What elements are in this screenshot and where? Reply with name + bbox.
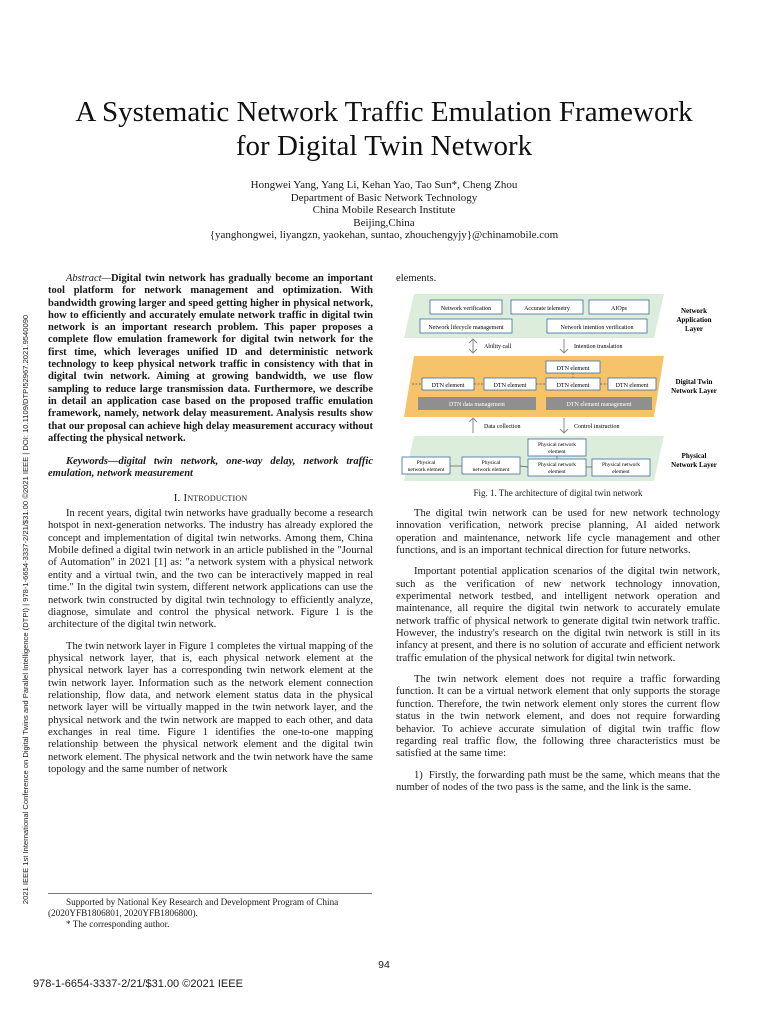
author-block: [100, 179, 668, 242]
physical-element-label: Physical network element: [537, 462, 577, 475]
author-institute: China Mobile Research Institute: [312, 204, 456, 217]
layer-label-twin: Digital Twin Network Layer: [671, 378, 717, 395]
footnote-corresponding: * The corresponding author.: [66, 919, 170, 929]
intention-arrow: [560, 339, 568, 353]
paper-title: [30, 95, 738, 163]
figure-caption: Fig. 1. The architecture of digital twin network: [473, 488, 643, 498]
keywords: Keywords—digital twin network, one-way delay, network traffic emulation, network measurement: [48, 456, 373, 480]
section-number: I.: [173, 491, 181, 504]
layer-label-app: Network Application Layer: [676, 307, 712, 333]
control-label: Control instruction: [574, 424, 620, 430]
intro-paragraph-2: The twin network layer in Figure 1 completes the virtual mapping of the physical network layer, that is, each physical network element at the physical network layer has a corresponding twin network element at the twin network layer. Information such as the network element connection relationship, flow data, and network element status data in the physical network layer will be virtually mapped in the twin network layer, and the physical network and the twin network are mapped to each other, and data exchanges in real time. Figure 1 identifies the one-to-one mapping relationship between the physical network element and the digital twin network element. The physical network and the twin network have the same topology and the same number of network: [48, 640, 373, 775]
control-arrow: [560, 418, 568, 433]
physical-element-label: Physical network element: [537, 442, 577, 455]
app-box-label: Network lifecycle management: [428, 325, 504, 331]
app-box-label: Network intention verification: [560, 325, 634, 331]
dtn-element-label: DTN element: [556, 383, 590, 389]
copyright-line: 978-1-6654-3337-2/21/$31.00 ©2021 IEEE: [33, 978, 243, 990]
dtn-element-label: DTN element: [431, 383, 465, 389]
footnote-funding: Supported by National Key Research and Development Program of China (2020YFB1806801, 2020YFB1806800).: [48, 897, 339, 918]
physical-element-label: Physical network element: [407, 460, 445, 473]
right-paragraph-2: Important potential application scenarios of the digital twin network, such as the verification of new network technology innovation, experimental network testbed, and intelligent network operation and maintenance, all require the digital twin network to accurately emulate network traffic of physical network to generate digital twin network traffic. However, the industry's research on the digital twin network is still in its infancy at present, and there is no solution of accurate and efficient network traffic emulation of the physical network for digital twin network.: [396, 566, 720, 664]
intro-paragraph-1: In recent years, digital twin networks have gradually become a research hotspot in next-generation networks. The industry has already explored the concept and implementation of digital twin networks. Among them, China Mobile defined a digital twin network in an article published in the "Journal of Automation" in 2021 [1] as: "a network system with a physical network entity and a virtual twin, and the two can be interactively mapped in real time." In the digital twin system, different network applications can use the network twin constructed by digital twin technology to efficiently analyze, diagnose, simulate and control the physical network. Figure 1 is the architecture of the digital twin network.: [48, 508, 373, 631]
section-heading: [48, 492, 373, 504]
app-box-label: Accurate telemetry: [524, 306, 570, 312]
keywords-label: Keywords: [66, 456, 108, 468]
side-citation-text: 2021 IEEE 1st International Conference on Digital Twins and Parallel Intelligence (DTPI) | 978-1-6654-3337-2/21/$31.00 ©2021 IEEE | DOI: 10.1109/DTPI52967.2021.9540090: [21, 314, 31, 904]
side-citation-note: [18, 264, 33, 954]
right-paragraph-1: The digital twin network can be used for new network technology innovation verification, network precise planning, AI aided network operation and maintenance, network life cycle management and other functions, and is an important technical direction for future networks.: [396, 508, 720, 557]
author-city: Beijing,China: [353, 216, 415, 229]
footnote-divider: [48, 893, 372, 894]
dtn-element-label: DTN element: [493, 383, 527, 389]
keywords-text: digital twin network, one-way delay, network traffic emulation, network measurement: [48, 456, 373, 480]
ability-call-arrow: [469, 339, 477, 353]
app-box-label: AIOps: [611, 306, 627, 312]
data-collection-arrow: [469, 418, 477, 433]
title-line-1: A Systematic Network Traffic Emulation Framework: [75, 96, 693, 128]
continued-text: elements.: [396, 273, 437, 284]
data-collection-label: Data collection: [484, 424, 521, 430]
dtn-data-mgmt-label: DTN data management: [449, 402, 505, 408]
right-paragraph-3: The twin network element does not require a traffic forwarding function. It can be a virtual network element that only supports the storage function. Therefore, the twin network element only stores the current flow status in the twin network element, and does not require forwarding behavior. To achieve accurate simulation of digital twin traffic flow regarding real traffic flow, the following three characteristics must be satisfied at the same time:: [396, 674, 720, 760]
dtn-element-label: DTN element: [615, 383, 649, 389]
author-names: Hongwei Yang, Yang Li, Kehan Yao, Tao Sun*, Cheng Zhou: [250, 179, 518, 191]
page-number: 94: [378, 959, 390, 971]
section-title: Introduction: [183, 491, 248, 504]
layer-label-physical: Physical Network Layer: [671, 452, 717, 469]
abstract-label: Abstract: [66, 273, 102, 284]
footnote: [48, 897, 373, 930]
physical-element-label: Physical network element: [472, 460, 510, 473]
title-line-2: for Digital Twin Network: [235, 130, 533, 162]
abstract: [48, 273, 373, 445]
author-department: Department of Basic Network Technology: [290, 191, 478, 204]
dtn-element-mgmt-label: DTN element management: [566, 402, 632, 408]
left-column: [48, 273, 373, 785]
ability-call-label: Ability call: [484, 344, 512, 350]
dtn-element-label: DTN element: [556, 366, 590, 372]
right-column: [396, 508, 720, 803]
architecture-figure: [396, 291, 724, 483]
abstract-dash: —: [101, 273, 111, 284]
physical-element-label: Physical network element: [601, 462, 641, 475]
right-paragraph-4: 1) Firstly, the forwarding path must be the same, which means that the number of nodes of the two pass is the same, and the link is the same.: [396, 769, 720, 793]
author-emails: {yanghongwei, liyangzn, yaokehan, suntao, zhouchengyjy}@chinamobile.com: [209, 229, 559, 242]
abstract-text: Digital twin network has gradually become an important tool platform for network management and optimization. With bandwidth growing larger and speed getting higher in physical network, how to efficiently and accurately emulate network traffic in digital twin network is an important research problem. This paper proposes a complete flow emulation framework for digital twin network for the first time, which leverages unified ID and deterministic network technology to keep physical network traffic in consistency with that in digital twin network. Aiming at growing bandwidth, we use flow sampling to reduce large transmission data. Furthermore, we describe in detail an application case based on the proposed traffic emulation framework, namely, network delay measurement. Analysis results show that our proposal can achieve high delay measurement accuracy without affecting the physical network.: [48, 273, 373, 444]
app-box-label: Network verification: [440, 306, 492, 312]
intention-label: Intention translation: [574, 344, 623, 350]
